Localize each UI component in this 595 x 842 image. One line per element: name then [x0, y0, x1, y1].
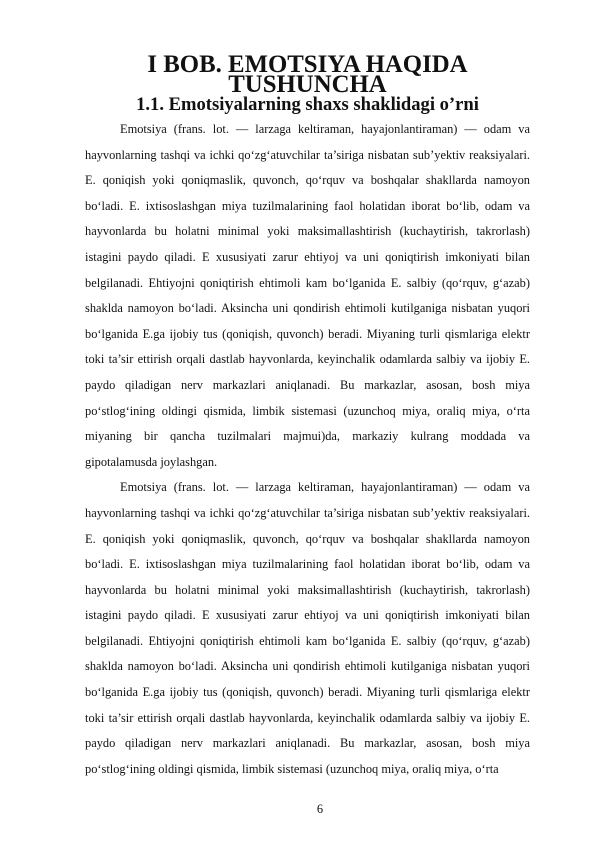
- chapter-title: I BOB. EMOTSIYA HAQIDA TUSHUNCHA: [147, 51, 468, 98]
- body-paragraph: Emotsiya (frans. lot. — larzaga keltiraman, hayajonlantiraman) — odam va hayvonlarning tashqi va ichki qo‘zg‘atuvchilar ta’siriga nisbatan sub’yektiv reaksiyalari. E. qoniqish yoki qoniqmaslik, quvonch, qo‘rquv va boshqalar shakllarda namoyon bo‘ladi. E. ixtisoslashgan miya tuzilmalarining faol holatidan iborat bo‘lib, odam va hayvonlarda bu holatni minimal yoki maksimallashtirish (kuchaytirish, takrorlash) istagini paydo qiladi. E xususiyati zarur ehtiyoj va uni qoniqtirish imkoniyati bilan belgilanadi. Ehtiyojni qoniqtirish ehtimoli kam bo‘lganida E. salbiy (qo‘rquv, g‘azab) shaklda namoyon bo‘ladi. Aksincha uni qondirish ehtimoli kutilganiga nisbatan yuqori bo‘lganida E.ga ijobiy tus (qoniqish, quvonch) beradi. Miyaning turli qismlariga elektr toki ta’sir ettirish orqali dastlab hayvonlarda, keyinchalik odamlarda salbiy va ijobiy E. paydo qiladigan nerv markazlari aniqlanadi. Bu markazlar, asosan, bosh miya po‘stlog‘ining oldingi qismida, limbik sistemasi (uzunchoq miya, oraliq miya, o‘rta miyaning bir qancha tuzilmalari majmui)da, markaziy kulrang moddada va gipotalamusda joylashgan.: [85, 122, 530, 469]
- page-number: 6: [316, 802, 324, 816]
- document-page: [85, 51, 530, 782]
- body-paragraph: Emotsiya (frans. lot. — larzaga keltiraman, hayajonlantiraman) — odam va hayvonlarning tashqi va ichki qo‘zg‘atuvchilar ta’siriga nisbatan sub’yektiv reaksiyalari. E. qoniqish yoki qoniqmaslik, quvonch, qo‘rquv va boshqalar shakllarda namoyon bo‘ladi. E. ixtisoslashgan miya tuzilmalarining faol holatidan iborat bo‘lib, odam va hayvonlarda bu holatni minimal yoki maksimallashtirish (kuchaytirish, takrorlash) istagini paydo qiladi. E xususiyati zarur ehtiyoj va uni qoniqtirish imkoniyati bilan belgilanadi. Ehtiyojni qoniqtirish ehtimoli kam bo‘lganida E. salbiy (qo‘rquv, g‘azab) shaklda namoyon bo‘ladi. Aksincha uni qondirish ehtimoli kutilganiga nisbatan yuqori bo‘lganida E.ga ijobiy tus (qoniqish, quvonch) beradi. Miyaning turli qismlariga elektr toki ta’sir ettirish orqali dastlab hayvonlarda, keyinchalik odamlarda salbiy va ijobiy E. paydo qiladigan nerv markazlari aniqlanadi. Bu markazlar, asosan, bosh miya po‘stlog‘ining oldingi qismida, limbik sistemasi (uzunchoq miya, oraliq miya, o‘rta: [85, 480, 530, 776]
- section-title: 1.1. Emotsiyalarning shaxs shaklidagi o’rni: [136, 94, 479, 115]
